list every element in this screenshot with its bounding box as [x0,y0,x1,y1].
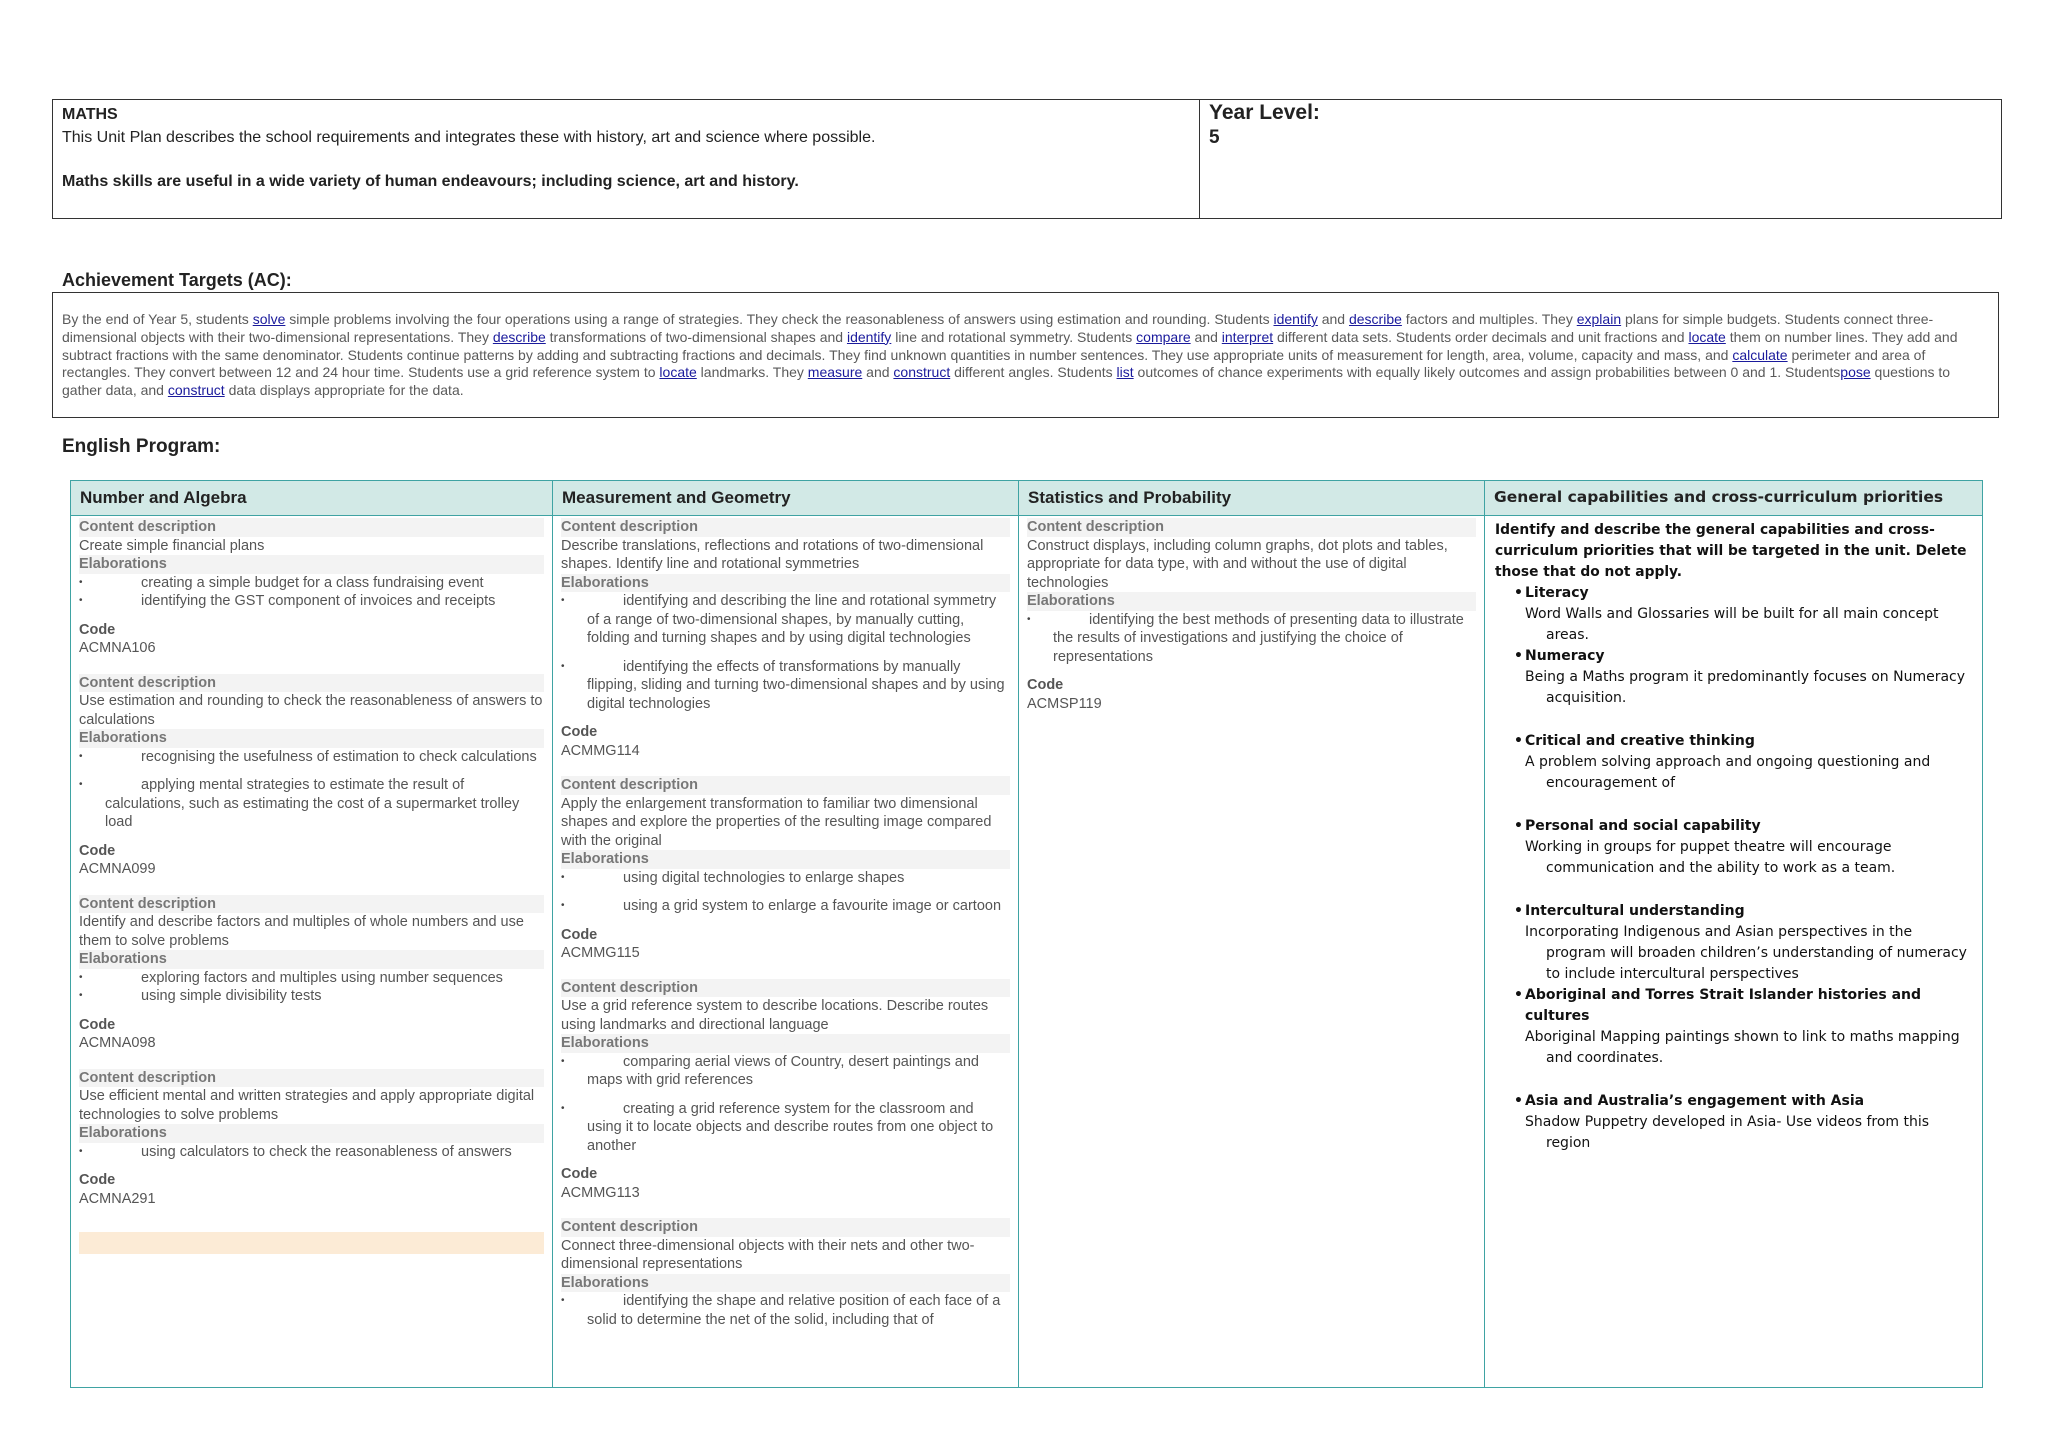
english-program-title: English Program: [62,436,221,457]
content-description-text: Identify and describe factors and multiples of whole numbers and use them to solve problems [79,914,524,949]
achievement-link-describe[interactable]: describe [1348,311,1402,327]
elaboration-item: • identifying the best methods of presenting data to illustrate the results of investigations and justifying the choice of representations [1027,611,1476,667]
column-header: Measurement and Geometry [553,481,1018,516]
capability-title: • Personal and social capability [1525,816,1972,837]
achievement-link-identify[interactable]: identify [846,328,892,345]
elaborations-label: Elaborations [1027,592,1476,611]
elaboration-item: • using simple divisibility tests [79,987,544,1006]
column-measurement-geometry [553,481,1019,1387]
achievement-link-compare[interactable]: compare [1136,328,1191,345]
capability-text: A problem solving approach and ongoing questioning and encouragement of [1525,754,1931,791]
unit-header [52,99,2002,219]
elaboration-item: • exploring factors and multiples using number sequences [79,969,544,988]
achievement-link-identify[interactable]: identify [1273,311,1318,327]
achievement-text-segment: questions to gather data, and [62,364,1951,399]
achievement-text-segment: different data sets. Students order decimals and unit fractions and [1273,328,1689,345]
capability-text: Aboriginal Mapping paintings shown to link to maths mapping and coordinates. [1525,1029,1960,1066]
elaboration-item: • creating a simple budget for a class fundraising event [79,574,544,593]
achievement-text-segment: simple problems involving the four operations using a range of strategies. They check the reasonableness of answers using estimation and rounding. Students [285,311,1274,327]
column-statistics-probability [1019,481,1485,1387]
elaboration-item: • using digital technologies to enlarge shapes [561,869,1010,888]
elaboration-item: • applying mental strategies to estimate the result of calculations, such as estimating the cost of a supermarket trolley load [79,776,544,832]
achievement-text-segment: outcomes of chance experiments with equally likely outcomes and assign probabilities between 0 and 1. Students [1133,364,1841,381]
capability-text: Shadow Puppetry developed in Asia- Use videos from this region [1525,1114,1930,1151]
content-description-text: Connect three-dimensional objects with their nets and other two-dimensional representations [561,1237,975,1272]
elaborations-label: Elaborations [79,555,544,574]
elaborations-label: Elaborations [561,1274,1010,1293]
column-body [1485,516,1982,1154]
achievement-text-segment: plans for simple budgets. Students connect three-dimensional objects with their two-dimensional representations. They [62,311,1934,345]
code-value: ACMNA098 [79,1035,156,1051]
achievement-text-segment: perimeter and area of rectangles. They convert between 12 and 24 hour time. Students use a grid reference system to [62,346,1926,381]
code-value: ACMMG113 [561,1184,640,1201]
achievement-text-segment: line and rotational symmetry. Students [891,328,1137,345]
achievement-text-segment: factors and multiples. They [1401,311,1577,327]
maths-statement: Maths skills are useful in a wide variety of human endeavours; including science, art and history. [62,173,799,190]
capability-text: Being a Maths program it predominantly focuses on Numeracy acquisition. [1525,669,1966,706]
elaboration-item: • comparing aerial views of Country, desert paintings and maps with grid references [561,1053,1010,1090]
achievement-link-locate[interactable]: locate [1688,328,1726,345]
elaborations-label: Elaborations [79,950,544,969]
content-description-text: Apply the enlargement transformation to familiar two dimensional shapes and explore the properties of the resulting image compared with the original [561,795,992,849]
achievement-link-pose[interactable]: pose [1840,364,1871,381]
content-description-label: Content description [561,1218,1010,1237]
elaboration-item: • using a grid system to enlarge a favourite image or cartoon [561,897,1010,916]
column-number-algebra [71,481,553,1387]
elaborations-label: Elaborations [79,1124,544,1143]
item-spacer [1495,794,1972,816]
elaborations-label: Elaborations [561,1034,1010,1053]
unit-description: This Unit Plan describes the school requirements and integrates these with history, art and science where possible. [62,129,876,146]
block-spacer [561,1202,1010,1218]
item-spacer [1495,1069,1972,1091]
subject-title: MATHS [62,106,118,123]
code-label: Code [79,1172,116,1188]
elaboration-item: • recognising the usefulness of estimation to check calculations [79,748,544,767]
capability-title: • Numeracy [1525,646,1972,667]
column-body [71,516,552,1254]
content-description-label: Content description [79,674,544,693]
curriculum-table [70,480,1983,1388]
code-value: ACMMG115 [561,945,640,961]
highlighted-empty-row [79,1232,544,1254]
content-description-text: Construct displays, including column graphs, dot plots and tables, appropriate for data type, with and without the use of digital technologies [1027,537,1448,591]
achievement-text [52,292,1999,418]
achievement-title: Achievement Targets (AC): [62,270,292,290]
content-description-label: Content description [561,518,1010,537]
elaboration-item: • creating a grid reference system for the classroom and using it to locate objects and describe routes from one object to another [561,1100,1010,1156]
elaboration-item: • identifying the effects of transformations by manually flipping, sliding and turning two-dimensional shapes and by using digital technologies [561,658,1010,714]
achievement-text-segment: transformations of two-dimensional shapes and [545,328,847,345]
item-spacer [561,1090,1010,1100]
column-header: Statistics and Probability [1019,481,1484,516]
code-label: Code [79,842,116,859]
elaborations-label: Elaborations [561,850,1010,869]
item-spacer [561,887,1010,897]
item-spacer [79,766,544,776]
item-spacer [1495,879,1972,901]
code-label: Code [561,1166,598,1182]
elaboration-item: • identifying the GST component of invoices and receipts [79,592,544,611]
achievement-text-segment: different angles. Students [950,364,1117,381]
code-value: ACMNA291 [79,1190,156,1207]
column-body [1019,516,1484,713]
capabilities-intro: Identify and describe the general capabilities and cross-curriculum priorities that will be targeted in the unit. Delete those that do not apply. [1495,522,1967,580]
block-spacer [79,658,544,674]
item-spacer [1495,709,1972,731]
block-spacer [561,963,1010,979]
block-spacer [561,760,1010,776]
block-spacer [79,1053,544,1069]
column-general-capabilities [1485,481,1982,1387]
achievement-link-list[interactable]: list [1116,364,1134,381]
content-description-text: Use estimation and rounding to check the reasonableness of answers to calculations [79,693,543,728]
achievement-link-interpret[interactable]: interpret [1221,328,1274,345]
capability-title: • Intercultural understanding [1525,901,1972,922]
achievement-link-solve[interactable]: solve [252,311,286,327]
achievement-text-segment: and [862,364,894,381]
year-level-value: 5 [1209,127,1220,148]
block-spacer [79,879,544,895]
code-label: Code [79,621,116,638]
code-value: ACMNA099 [79,861,156,877]
content-description-label: Content description [79,518,544,537]
achievement-link-construct[interactable]: construct [893,364,951,381]
code-label: Code [561,724,598,740]
content-description-text: Use efficient mental and written strategies and apply appropriate digital technologies to solve problems [79,1088,535,1123]
code-label: Code [1027,677,1064,693]
achievement-link-explain[interactable]: explain [1576,311,1622,327]
achievement-text-segment: and [1190,328,1222,345]
content-description-label: Content description [79,895,544,914]
column-header: General capabilities and cross-curriculum priorities [1485,481,1982,516]
achievement-link-calculate[interactable]: calculate [1732,346,1788,363]
content-description-text: Create simple financial plans [79,537,265,554]
achievement-link-locate[interactable]: locate [659,364,697,381]
capability-title: • Asia and Australia’s engagement with Asia [1525,1091,1972,1112]
elaboration-item: • using calculators to check the reasonableness of answers [79,1143,544,1162]
achievement-text-segment: By the end of Year 5, students [62,311,253,327]
code-value: ACMMG114 [561,742,640,759]
achievement-link-measure[interactable]: measure [807,364,863,381]
year-level-cell [1200,100,2001,218]
achievement-link-construct[interactable]: construct [167,382,225,399]
achievement-text-segment: them on number lines. They add and subtract fractions with the same denominator. Students continue patterns by adding and subtracting fractions and decimals. They find unknown quantities in number sentences. They use appropriate units of measurement for length, area, volume, capacity and mass, and [62,328,1958,363]
elaboration-item: • identifying the shape and relative position of each face of a solid to determine the net of the solid, including that of [561,1292,1010,1329]
achievement-text-segment: landmarks. They [696,364,808,381]
content-description-label: Content description [561,776,1010,795]
year-level-label: Year Level: [1209,101,1320,124]
achievement-text-segment: and [1317,311,1349,327]
unit-info-cell [53,100,1200,218]
capability-text: Word Walls and Glossaries will be built for all main concept areas. [1525,606,1939,643]
capability-title: • Aboriginal and Torres Strait Islander histories and cultures [1525,985,1972,1027]
elaborations-label: Elaborations [79,729,544,748]
content-description-text: Use a grid reference system to describe locations. Describe routes using landmarks and directional language [561,998,989,1033]
elaboration-item: • identifying and describing the line and rotational symmetry of a range of two-dimensional shapes, by manually cutting, folding and turning shapes and by using digital technologies [561,592,1010,648]
capability-text: Working in groups for puppet theatre will encourage communication and the ability to work as a team. [1525,839,1896,876]
achievement-text-segment: data displays appropriate for the data. [224,382,464,399]
content-description-text: Describe translations, reflections and rotations of two-dimensional shapes. Identify line and rotational symmetries [561,537,984,572]
column-header: Number and Algebra [71,481,552,516]
capability-title: • Critical and creative thinking [1525,731,1972,752]
code-label: Code [561,926,598,943]
content-description-label: Content description [79,1069,544,1088]
elaborations-label: Elaborations [561,574,1010,593]
content-description-label: Content description [561,979,1010,998]
capability-title: • Literacy [1525,583,1972,604]
content-description-label: Content description [1027,518,1476,537]
code-value: ACMNA106 [79,640,156,656]
capability-text: Incorporating Indigenous and Asian perspectives in the program will broaden children’s understanding of numeracy to include intercultural perspectives [1525,924,1967,982]
code-value: ACMSP119 [1027,695,1102,712]
column-body [553,516,1018,1329]
code-label: Code [79,1016,116,1033]
item-spacer [561,648,1010,658]
achievement-link-describe[interactable]: describe [492,328,546,345]
